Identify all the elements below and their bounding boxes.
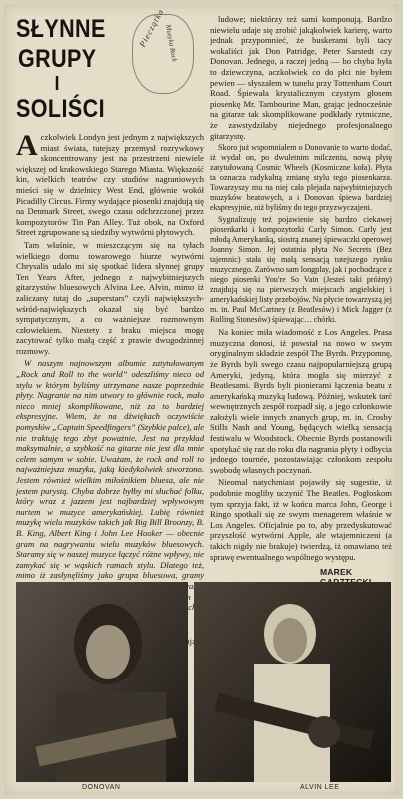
stamp-logo (132, 14, 194, 94)
article-title (16, 14, 106, 126)
paragraph-6: Skoro już wspomniałem o Donovanie to warto dodać, iż wydał on, po dwuletnim milczeniu, nową płytę zatytułowaną Cosmic Wheels (Kosmiczne koła). Płyta ta oznacza radykalną zmianę stylu tego piosenkarza. Towarzyszy mu na niej cała plejada najwybitniejszych muzyków beatowych, a i Donovan śpiewa bardziej ekspresyjnie, niż byliśmy do tego przyzwyczajeni. (210, 143, 392, 213)
author-signature: MAREK (320, 567, 353, 577)
paragraph-9: Nieomal natychmiast pojawiły się sugestie, iż podobnie mogliby uczynić The Beatles. Pogłoskom tym sprzyja fakt, iż w końcu marca John, George i Ringo spotkali się ze swym menagerem właśnie w Los Angeles. Oficjalnie po to, aby przedyskutować przyszłość wytwórni Apple, ale wtajemniczeni (a takich nigdy nie brakuje) twierdzą, iż omawiano też sprawę ewentualnego wspólnego występu. (210, 477, 392, 562)
interview-quote: W naszym najnowszym albumie zatytułowanym „Rock and Roll to the world” odeszliśmy nieco od stylu w którym byliśmy utrzymane nasze poprzednie płyty. Nagranie na nim utwory to głównie rock, mało nieco mniej skomplikowane, niż za to bardziej ekspresyjne. Wiem, że na dźwiękach oczywiście pomysłów „Captain Speedfingers” (Szybkie palce), ale nie traktuję tego zbyt poważnie. Jest na przykład maksymalnie, a szybkość na gitarze nie jest dla mnie celem samym w sobie. Uważam, że rock and roll to najważniejsza muzyka, jaką kiedykolwiek stworzono. Jestem również wielkim miłośnikiem bluesa, ale nie jestem purystą. Chyba dobrze byłby mi słuchać folku, który wraz z jazzem jest najbardziej wpływowym nurtem w muzyce amerykańskiej. Lubię również muzykę wielu muzyków takich jak Big Bill Broonzy, B. B. King, Albert King i John Lee Hooker — obecnie gram na nagrywaniu wielu muzyków bluesowych. Staramy się w naszej muzyce łączyć różne wpływy, nie zamykać się w wąskich ramach stylu. Dlatego też, mimo iż zasłynęliśmy jako grupa bluesowa, gramy zechce (16, 358, 204, 613)
photo-alvin-lee (194, 582, 391, 782)
article-page (4, 4, 399, 795)
title-line-1: SŁYNNE (16, 15, 106, 43)
caption-donovan: DONOVAN (82, 784, 121, 791)
photo-donovan (16, 582, 188, 782)
paragraph-7: Sygnalizuję też pojawienie się bardzo ciekawej piosenkarki i kompozytorki Carly Simon. Carly jest młodą Amerykanką, siostrą znanej śpiewaczki operowej Joanny Simon. Jej ostatnia płyta No Secrets (Bez tajemnic) stała się małą sensacją tutejszego rynku muzycznego. Zarówno sam longplay, jak i pochodzące z niego piosenki You're So Vain (Jesteś taki próżny) znajdują się na pierwszych miejscach angielskiej i amerykańskiej listy przebojów. Na płycie towarzyszą jej m. in. Paul McCartney (z Beatlesów) i Mick Jagger (z Rolling Stonesów) śpiewając… chórki. (210, 215, 392, 325)
paragraph-1 (16, 132, 204, 238)
caption-alvin-lee: ALVIN LEE (300, 784, 340, 791)
right-column (210, 14, 392, 562)
title-line-3: I (54, 73, 60, 95)
paragraph-2: Tam właśnie, w mieszczącym się na tyłach wielkiego domu towarowego biurze wytwórni Chrysalis udało mi się spotkać lidera słynnej grupy Ten Years After, jednego z najwybitniejszych gitarzystów bluesowych Alvina Lee. Alvin, mimo iż zaliczany tutaj do „superstars” czyli największych-wśród-największych okazał się być bardzo sympatycznym, a co ważniejsze rozmownym człowiekiem. Niestety z braku miejsca mogę zacytować tylko małą część z prawie dwugodzinnej rozmowy. (16, 239, 204, 356)
title-line-2: GRUPY (17, 45, 97, 73)
drop-cap: A (16, 132, 38, 162)
stamp-subtext: Muzyka Rock (164, 24, 179, 63)
title-line-4: SOLIŚCI (16, 95, 106, 123)
left-column (16, 132, 204, 648)
paragraph-1-text: czkolwiek Londyn jest jednym z największych miast świata, tutejszy przemysł rozrywkowy skoncentrowany jest na przestrzeni niewiele większej od krakowskiego Starego Miasta. Większość kin, wielkich teatrów czy studiów nagraniowych mieści się w dzielnicy West End, głównie wokół Picadilly Circus. Firmy wydające piosenki znajdują się na Denmark Street, swego czasu odchrzczonej przez kompozytorów Tin Pan Alley. Tuż obok, na Oxford Street zgrupowane są siedziby wytwórni płytowych. (16, 132, 204, 238)
paragraph-8: Na koniec miła wiadomość z Los Angeles. Prasa muzyczna donosi, iż powstał na nowo w swym oryginalnym składzie zespół The Byrds. Przypomnę, że Byrds byli swego czasu najpopularniejszą grupą Ameryki, jedyną, która mogła się mierzyć z Beatlesami. Byrds byli pionierami łączenia beatu z amerykańską muzyką ludową. Później, wskutek tarć wewnętrznych zespół rozpadł się, a jego członkowie założyli wiele innych znanych grup, m. in. Crosby Stills Nash and Young, będących wielką sensacją festiwalu w Woodstock. Obecnie Byrds postanowili spotykać się raz do roku dla nagrania płyty i odbycia jednego tournée, pozostawiając członkom zespołu swobodę własnych poczynań. (210, 327, 392, 475)
stamp-text: Pieczątka (137, 6, 166, 49)
paragraph-5: ludowe; niektórzy też sami komponują. Bardzo niewielu udaje się zrobić jakąkolwiek karierę, warto jednak przypomnieć, że buskerami byli tacy wokaliści jak Don Patridge, Peter Sarstedt czy Donovan. Jednego, a raczej jedną — bo chyba była to dziewczyna, aczkolwiek co do płci nie byłem pewien — słyszałem w tunelu przy Tottenham Court Road. Śpiewała krystalicznym czystym głosem piosenkę Mr. Tambourine Man, grając jednocześnie na gitarze tak skomplikowane podkłady rytmiczne, że zawstydziłaby niejednego profesjonalnego gitarzystę. (210, 14, 392, 141)
